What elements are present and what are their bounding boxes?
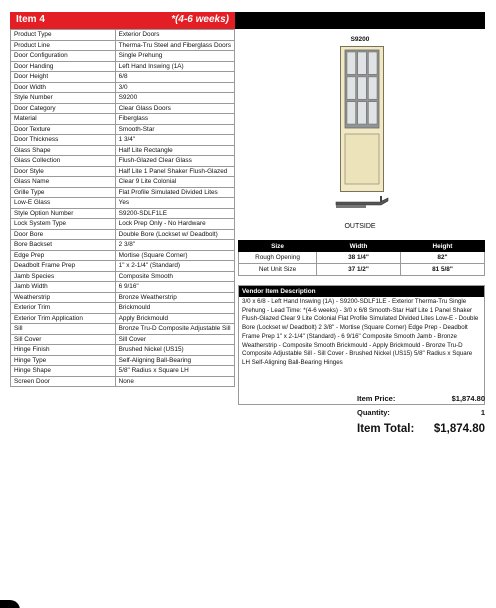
table-row bbox=[11, 114, 235, 125]
spec-value: 6 9/16" bbox=[115, 282, 234, 293]
item-total-label: Item Total: bbox=[357, 423, 415, 435]
table-row bbox=[11, 240, 235, 251]
spec-value: 1 3/4" bbox=[115, 135, 234, 146]
spec-label: Sill bbox=[11, 324, 116, 335]
table-row bbox=[11, 334, 235, 345]
size-row-height: 81 5/8" bbox=[401, 264, 485, 276]
spec-value: Therma-Tru Steel and Fiberglass Doors bbox=[115, 40, 234, 51]
spec-label: Door Height bbox=[11, 72, 116, 83]
spec-label: Door Style bbox=[11, 166, 116, 177]
table-row bbox=[11, 282, 235, 293]
spec-value: 6/8 bbox=[115, 72, 234, 83]
spec-label: Door Handing bbox=[11, 61, 116, 72]
table-row bbox=[11, 93, 235, 104]
spec-label: Style Option Number bbox=[11, 208, 116, 219]
size-row-label: Net Unit Size bbox=[239, 264, 317, 276]
spec-value: Lock Prep Only - No Hardware bbox=[115, 219, 234, 230]
table-row bbox=[11, 51, 235, 62]
item-price-label: Item Price: bbox=[357, 394, 396, 403]
table-row bbox=[11, 366, 235, 377]
outside-label: OUTSIDE bbox=[344, 223, 376, 230]
spec-value: Single Prehung bbox=[115, 51, 234, 62]
table-row bbox=[11, 135, 235, 146]
spec-value: Self-Aligning Ball-Bearing bbox=[115, 355, 234, 366]
spec-label: Lock System Type bbox=[11, 219, 116, 230]
table-row bbox=[11, 271, 235, 282]
size-row-width: 38 1/4" bbox=[317, 252, 401, 264]
size-row-width: 37 1/2" bbox=[317, 264, 401, 276]
table-row bbox=[11, 376, 235, 387]
spec-value: Exterior Doors bbox=[115, 30, 234, 41]
spec-value: Brickmould bbox=[115, 303, 234, 314]
table-row bbox=[11, 177, 235, 188]
spec-label: Door Texture bbox=[11, 124, 116, 135]
size-header: Size bbox=[239, 241, 317, 252]
spec-label: Edge Prep bbox=[11, 250, 116, 261]
table-row bbox=[11, 30, 235, 41]
table-row bbox=[11, 324, 235, 335]
table-row bbox=[11, 124, 235, 135]
item-header-bar bbox=[10, 12, 235, 29]
table-row bbox=[11, 103, 235, 114]
quantity-value: 1 bbox=[480, 408, 485, 417]
item-price-value: $1,874.80 bbox=[451, 394, 485, 403]
table-row bbox=[11, 145, 235, 156]
table-row bbox=[11, 156, 235, 167]
vendor-description-box bbox=[238, 285, 485, 405]
vendor-description-text: 3/0 x 6/8 - Left Hand Inswing (1A) - S9200-SDLF1LE - Exterior Therma-Tru Single Prehung - Lead Time: *(4-6 weeks) - 3/0 x 6/8 Smooth-Star Half Lite 1 Panel Shaker Flush-Glazed Clear 9 Lite Colonial Flat Profile Simulated Divided Lites Low-E - Double Bore (Lockset w/ Deadbolt) 2 3/8" - Mortise (Square Corner) Edge Prep - Deadbolt Frame Prep 1" x 2-1/4" (Standard) - 6 9/16" Composite Smooth Jamb - Bronze Weatherstrip - Composite Smooth Brickmould - Apply Brickmould - Bronze Tru-D Composite Adjustable Sill - Sill Cover - Brushed Nickel (US15) 5/8" Radius x Square LH Self-Aligning Ball-Bearing Hinges bbox=[242, 298, 479, 366]
spec-label: Hinge Type bbox=[11, 355, 116, 366]
spec-value: Sill Cover bbox=[115, 334, 234, 345]
spec-value: Flush-Glazed Clear Glass bbox=[115, 156, 234, 167]
table-row bbox=[11, 345, 235, 356]
spec-label: Hinge Shape bbox=[11, 366, 116, 377]
table-row bbox=[11, 355, 235, 366]
spec-label: Door Bore bbox=[11, 229, 116, 240]
spec-label: Jamb Width bbox=[11, 282, 116, 293]
spec-value: Double Bore (Lockset w/ Deadbolt) bbox=[115, 229, 234, 240]
spec-value: Clear 9 Lite Colonial bbox=[115, 177, 234, 188]
spec-label: Weatherstrip bbox=[11, 292, 116, 303]
spec-value: Left Hand Inswing (1A) bbox=[115, 61, 234, 72]
size-table bbox=[238, 240, 485, 276]
table-row bbox=[11, 261, 235, 272]
table-row bbox=[11, 303, 235, 314]
spec-label: Deadbolt Frame Prep bbox=[11, 261, 116, 272]
spec-value: Composite Smooth bbox=[115, 271, 234, 282]
spec-value: 5/8" Radius x Square LH bbox=[115, 366, 234, 377]
item-total-value: $1,874.80 bbox=[433, 423, 485, 435]
item-number: Item 4 bbox=[16, 14, 45, 25]
spec-label: Product Type bbox=[11, 30, 116, 41]
spec-label: Glass Collection bbox=[11, 156, 116, 167]
spec-value: 1" x 2-1/4" (Standard) bbox=[115, 261, 234, 272]
size-row-label: Rough Opening bbox=[239, 252, 317, 264]
spec-value: Brushed Nickel (US15) bbox=[115, 345, 234, 356]
table-row bbox=[239, 252, 485, 264]
spec-label: Jamb Species bbox=[11, 271, 116, 282]
vendor-description-title: Vendor Item Description bbox=[239, 286, 484, 297]
spec-label: Low-E Glass bbox=[11, 198, 116, 209]
size-row-height: 82" bbox=[401, 252, 485, 264]
spec-label: Glass Shape bbox=[11, 145, 116, 156]
table-row bbox=[11, 313, 235, 324]
spec-value: Mortise (Square Corner) bbox=[115, 250, 234, 261]
spec-label: Screen Door bbox=[11, 376, 116, 387]
spec-label: Door Configuration bbox=[11, 51, 116, 62]
spec-value: Flat Profile Simulated Divided Lites bbox=[115, 187, 234, 198]
table-row bbox=[11, 82, 235, 93]
spec-value: 3/0 bbox=[115, 82, 234, 93]
spec-value: Yes bbox=[115, 198, 234, 209]
table-row bbox=[11, 229, 235, 240]
header-black-bar bbox=[235, 12, 485, 29]
table-row bbox=[11, 292, 235, 303]
spec-value: Half Lite 1 Panel Shaker Flush-Glazed bbox=[115, 166, 234, 177]
spec-label: Material bbox=[11, 114, 116, 125]
spec-value: Smooth-Star bbox=[115, 124, 234, 135]
spec-value: Bronze Tru-D Composite Adjustable Sill bbox=[115, 324, 234, 335]
table-row bbox=[11, 72, 235, 83]
spec-label: Style Number bbox=[11, 93, 116, 104]
spec-label: Door Thickness bbox=[11, 135, 116, 146]
spec-label: Grille Type bbox=[11, 187, 116, 198]
spec-table bbox=[10, 29, 235, 387]
spec-label: Hinge Finish bbox=[11, 345, 116, 356]
table-row bbox=[11, 40, 235, 51]
spec-value: Fiberglass bbox=[115, 114, 234, 125]
door-style-code: S9200 bbox=[350, 36, 370, 43]
spec-value: Bronze Weatherstrip bbox=[115, 292, 234, 303]
width-header: Width bbox=[317, 241, 401, 252]
spec-value: None bbox=[115, 376, 234, 387]
spec-value: Clear Glass Doors bbox=[115, 103, 234, 114]
spec-label: Exterior Trim Application bbox=[11, 313, 116, 324]
lead-time: *(4-6 weeks) bbox=[171, 14, 229, 25]
spec-value: 2 3/8" bbox=[115, 240, 234, 251]
spec-value: Half Lite Rectangle bbox=[115, 145, 234, 156]
table-row bbox=[11, 208, 235, 219]
sill-profile-icon bbox=[334, 194, 390, 219]
spec-value: S9200 bbox=[115, 93, 234, 104]
spec-label: Product Line bbox=[11, 40, 116, 51]
spec-label: Door Category bbox=[11, 103, 116, 114]
door-illustration bbox=[340, 46, 384, 197]
table-row bbox=[11, 250, 235, 261]
spec-value: S9200-SDLF1LE bbox=[115, 208, 234, 219]
table-row bbox=[11, 198, 235, 209]
spec-value: Apply Brickmould bbox=[115, 313, 234, 324]
quantity-label: Quantity: bbox=[357, 408, 390, 417]
page-corner-mark bbox=[0, 600, 20, 608]
table-row bbox=[239, 264, 485, 276]
table-row bbox=[11, 219, 235, 230]
table-row bbox=[11, 61, 235, 72]
spec-label: Exterior Trim bbox=[11, 303, 116, 314]
height-header: Height bbox=[401, 241, 485, 252]
spec-label: Glass Name bbox=[11, 177, 116, 188]
spec-label: Door Width bbox=[11, 82, 116, 93]
spec-label: Bore Backset bbox=[11, 240, 116, 251]
table-row bbox=[11, 187, 235, 198]
spec-label: Sill Cover bbox=[11, 334, 116, 345]
table-row bbox=[11, 166, 235, 177]
